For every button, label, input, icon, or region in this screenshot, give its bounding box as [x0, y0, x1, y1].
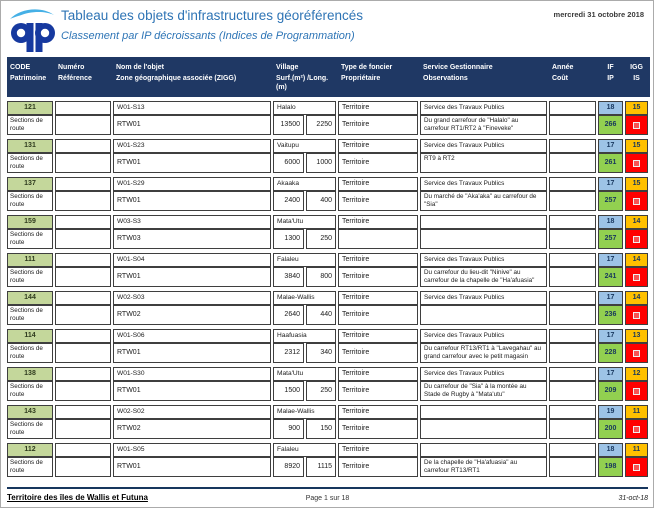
- reference-cell-bottom: [55, 457, 111, 477]
- length-cell: 440: [306, 305, 336, 325]
- observations-cell: [420, 191, 547, 211]
- if-value: 18: [598, 101, 623, 115]
- route-cell: RTW01: [113, 457, 271, 477]
- ip-value: 228: [598, 343, 623, 363]
- code-badge: 121: [7, 101, 53, 115]
- observations-text: RT9 à RT2: [420, 153, 547, 173]
- route-cell: RTW01: [113, 267, 271, 287]
- surface-cell: 13500: [273, 115, 304, 135]
- observations-cell: [420, 419, 547, 439]
- is-cell: [625, 419, 648, 439]
- object-code-cell: W01-S29: [113, 177, 271, 191]
- tenure-cell-top: Territoire: [338, 101, 418, 115]
- cost-cell: [549, 305, 596, 325]
- object-code-cell: W01-S05: [113, 443, 271, 457]
- table-row: [7, 253, 653, 287]
- object-code-cell: W03-S3: [113, 215, 271, 229]
- ip-value: 257: [598, 191, 623, 211]
- village-cell: Malae-Wallis: [273, 291, 336, 305]
- report-sheet: [1, 57, 653, 477]
- village-cell: Mata'Utu: [273, 367, 336, 381]
- village-cell: Falaleu: [273, 253, 336, 267]
- object-code-cell: W02-S02: [113, 405, 271, 419]
- page-subtitle: Classement par IP décroissants (Indices de Programmation): [61, 30, 355, 42]
- tenure-cell-bottom: Territoire: [338, 305, 418, 325]
- table-row: [7, 443, 653, 477]
- code-badge: 137: [7, 177, 53, 191]
- year-cell: [549, 139, 596, 153]
- reference-cell-bottom: [55, 419, 111, 439]
- if-value: 17: [598, 291, 623, 305]
- tenure-cell-top: Territoire: [338, 291, 418, 305]
- reference-cell-top: [55, 329, 111, 343]
- reference-cell-top: [55, 177, 111, 191]
- reference-cell-top: [55, 215, 111, 229]
- observations-cell: [420, 343, 547, 363]
- ip-value: 266: [598, 115, 623, 135]
- category-label: Sections de route: [7, 191, 53, 211]
- length-cell: 250: [306, 381, 336, 401]
- year-cell: [549, 405, 596, 419]
- reference-cell-top: [55, 253, 111, 267]
- if-value: 17: [598, 139, 623, 153]
- reference-cell-top: [55, 139, 111, 153]
- table-row: [7, 329, 653, 363]
- territory-logo: [8, 6, 56, 54]
- is-cell: [625, 457, 648, 477]
- table-row: [7, 139, 653, 173]
- year-cell: [549, 177, 596, 191]
- tenure-cell-bottom: Territoire: [338, 419, 418, 439]
- code-badge: 143: [7, 405, 53, 419]
- report-date: mercredi 31 octobre 2018: [553, 10, 644, 19]
- column-header-code: CODE Patrimoine: [10, 64, 47, 82]
- igg-value: 15: [625, 177, 648, 191]
- ip-value: 257: [598, 229, 623, 249]
- village-cell: Vaitupu: [273, 139, 336, 153]
- year-cell: [549, 291, 596, 305]
- is-status-icon: [633, 350, 640, 357]
- cost-cell: [549, 343, 596, 363]
- service-cell: [420, 405, 547, 419]
- surface-cell: 1500: [273, 381, 304, 401]
- category-label: Sections de route: [7, 419, 53, 439]
- if-value: 17: [598, 367, 623, 381]
- route-cell: RTW02: [113, 305, 271, 325]
- route-cell: RTW01: [113, 153, 271, 173]
- object-code-cell: W01-S23: [113, 139, 271, 153]
- code-badge: 111: [7, 253, 53, 267]
- reference-cell-bottom: [55, 305, 111, 325]
- service-cell: Service des Travaux Publics: [420, 367, 547, 381]
- footer-date: 31-oct-18: [618, 495, 649, 502]
- object-code-cell: W02-S03: [113, 291, 271, 305]
- tp-logo-icon: [8, 6, 56, 54]
- object-code-cell: W01-S06: [113, 329, 271, 343]
- table-row: [7, 101, 653, 135]
- village-cell: Akaaka: [273, 177, 336, 191]
- reference-cell-bottom: [55, 153, 111, 173]
- year-cell: [549, 215, 596, 229]
- route-cell: RTW02: [113, 419, 271, 439]
- igg-value: 14: [625, 291, 648, 305]
- table-row: [7, 367, 653, 401]
- observations-cell: [420, 381, 547, 401]
- if-value: 18: [598, 215, 623, 229]
- report-header: [1, 1, 653, 57]
- category-label: Sections de route: [7, 343, 53, 363]
- cost-cell: [549, 381, 596, 401]
- igg-value: 15: [625, 101, 648, 115]
- table-row: [7, 177, 653, 211]
- is-status-icon: [633, 122, 640, 129]
- table-row: [7, 215, 653, 249]
- observations-cell: [420, 267, 547, 287]
- igg-value: 14: [625, 215, 648, 229]
- observations-text: [420, 229, 547, 249]
- surface-cell: 2400: [273, 191, 304, 211]
- ip-value: 236: [598, 305, 623, 325]
- observations-text: Du marché de "Aka'aka" au carrefour de "Sia": [420, 191, 547, 211]
- column-header-service: Service Gestionnaire Observations: [423, 64, 493, 82]
- if-value: 17: [598, 253, 623, 267]
- table-body: [7, 101, 653, 477]
- ip-value: 198: [598, 457, 623, 477]
- observations-cell: [420, 153, 547, 173]
- observations-text: Du carrefour RT13/RT1 à "Lavegahau" au grand carrefour avec le petit magasin: [420, 343, 547, 363]
- village-cell: Falaleu: [273, 443, 336, 457]
- is-cell: [625, 267, 648, 287]
- igg-value: 11: [625, 405, 648, 419]
- cost-cell: [549, 191, 596, 211]
- column-header-year-cost: Année Coût: [552, 64, 574, 82]
- reference-cell-top: [55, 367, 111, 381]
- column-header-reference: Numéro Référence: [58, 64, 92, 82]
- surface-cell: 2640: [273, 305, 304, 325]
- category-label: Sections de route: [7, 115, 53, 135]
- is-cell: [625, 229, 648, 249]
- category-label: Sections de route: [7, 381, 53, 401]
- footer-page-number: Page 1 sur 18: [305, 495, 350, 502]
- surface-cell: 6000: [273, 153, 304, 173]
- code-badge: 131: [7, 139, 53, 153]
- surface-cell: 900: [273, 419, 304, 439]
- reference-cell-bottom: [55, 381, 111, 401]
- category-label: Sections de route: [7, 267, 53, 287]
- category-label: Sections de route: [7, 229, 53, 249]
- reference-cell-top: [55, 443, 111, 457]
- title-block: [61, 8, 363, 42]
- length-cell: 1000: [306, 153, 336, 173]
- service-cell: Service des Travaux Publics: [420, 329, 547, 343]
- surface-cell: 1300: [273, 229, 304, 249]
- tenure-cell-top: Territoire: [338, 215, 418, 229]
- if-value: 19: [598, 405, 623, 419]
- column-header-if-ip: IF IP: [607, 64, 614, 82]
- igg-value: 13: [625, 329, 648, 343]
- length-cell: 250: [306, 229, 336, 249]
- is-status-icon: [633, 312, 640, 319]
- table-row: [7, 405, 653, 439]
- service-cell: Service des Travaux Publics: [420, 139, 547, 153]
- length-cell: 400: [306, 191, 336, 211]
- year-cell: [549, 253, 596, 267]
- cost-cell: [549, 115, 596, 135]
- observations-text: Du carrefour de "Sia" à la montée au Stade de Rugby à "Mata'utu": [420, 381, 547, 401]
- village-cell: Halalo: [273, 101, 336, 115]
- if-value: 17: [598, 177, 623, 191]
- footer-territory-label: Territoire des îles de Wallis et Futuna: [7, 493, 148, 502]
- object-code-cell: W01-S30: [113, 367, 271, 381]
- code-badge: 138: [7, 367, 53, 381]
- reference-cell-top: [55, 101, 111, 115]
- column-header-village: Village Surf.(m²) /Long.(m): [276, 64, 329, 91]
- is-cell: [625, 115, 648, 135]
- route-cell: RTW03: [113, 229, 271, 249]
- igg-value: 12: [625, 367, 648, 381]
- length-cell: 150: [306, 419, 336, 439]
- if-value: 18: [598, 443, 623, 457]
- report-footer: [7, 487, 648, 502]
- is-cell: [625, 305, 648, 325]
- tenure-cell-bottom: Territoire: [338, 115, 418, 135]
- tenure-cell-top: Territoire: [338, 443, 418, 457]
- observations-text: [420, 419, 547, 439]
- reference-cell-bottom: [55, 267, 111, 287]
- length-cell: 340: [306, 343, 336, 363]
- village-cell: Haafuasia: [273, 329, 336, 343]
- surface-cell: 2312: [273, 343, 304, 363]
- code-badge: 159: [7, 215, 53, 229]
- service-cell: [420, 443, 547, 457]
- reference-cell-top: [55, 291, 111, 305]
- observations-cell: [420, 305, 547, 325]
- reference-cell-top: [55, 405, 111, 419]
- tenure-cell-top: Territoire: [338, 405, 418, 419]
- route-cell: RTW01: [113, 115, 271, 135]
- table-header: [7, 57, 650, 97]
- tenure-cell-bottom: Territoire: [338, 343, 418, 363]
- page-title: Tableau des objets d'infrastructures géoréférencés: [61, 8, 364, 23]
- footer-rule: [7, 487, 648, 489]
- service-cell: Service des Travaux Publics: [420, 177, 547, 191]
- code-badge: 114: [7, 329, 53, 343]
- year-cell: [549, 101, 596, 115]
- year-cell: [549, 367, 596, 381]
- observations-text: De la chapelle de "Ha'afuasia" au carrefour RT13/RT1: [420, 457, 547, 477]
- tenure-cell-bottom: Territoire: [338, 267, 418, 287]
- observations-cell: [420, 115, 547, 135]
- service-cell: Service des Travaux Publics: [420, 101, 547, 115]
- observations-text: Du carrefour du lieu-dit "Ninive" au carrefour de la chapelle de "Ha'afuasia": [420, 267, 547, 287]
- code-badge: 144: [7, 291, 53, 305]
- is-status-icon: [633, 426, 640, 433]
- reference-cell-bottom: [55, 115, 111, 135]
- ip-value: 209: [598, 381, 623, 401]
- service-cell: Service des Travaux Publics: [420, 253, 547, 267]
- igg-value: 11: [625, 443, 648, 457]
- is-cell: [625, 153, 648, 173]
- cost-cell: [549, 229, 596, 249]
- reference-cell-bottom: [55, 229, 111, 249]
- reference-cell-bottom: [55, 343, 111, 363]
- observations-cell: [420, 229, 547, 249]
- tenure-cell-top: Territoire: [338, 177, 418, 191]
- ip-value: 261: [598, 153, 623, 173]
- object-code-cell: W01-S04: [113, 253, 271, 267]
- tenure-cell-top: Territoire: [338, 253, 418, 267]
- tenure-cell-bottom: Territoire: [338, 191, 418, 211]
- tenure-cell-bottom: Territoire: [338, 381, 418, 401]
- column-header-object-name: Nom de l'objet Zone géographique associée (ZIGG): [116, 64, 237, 82]
- surface-cell: 8920: [273, 457, 304, 477]
- tenure-cell-bottom: Territoire: [338, 153, 418, 173]
- igg-value: 14: [625, 253, 648, 267]
- ip-value: 241: [598, 267, 623, 287]
- is-status-icon: [633, 198, 640, 205]
- tenure-cell-top: Territoire: [338, 367, 418, 381]
- if-value: 17: [598, 329, 623, 343]
- route-cell: RTW01: [113, 191, 271, 211]
- ip-value: 200: [598, 419, 623, 439]
- category-label: Sections de route: [7, 153, 53, 173]
- length-cell: 800: [306, 267, 336, 287]
- is-status-icon: [633, 236, 640, 243]
- is-status-icon: [633, 388, 640, 395]
- cost-cell: [549, 153, 596, 173]
- is-status-icon: [633, 274, 640, 281]
- object-code-cell: W01-S13: [113, 101, 271, 115]
- village-cell: Malae-Wallis: [273, 405, 336, 419]
- is-cell: [625, 343, 648, 363]
- is-cell: [625, 381, 648, 401]
- cost-cell: [549, 419, 596, 439]
- service-cell: [420, 215, 547, 229]
- year-cell: [549, 443, 596, 457]
- year-cell: [549, 329, 596, 343]
- is-status-icon: [633, 160, 640, 167]
- igg-value: 15: [625, 139, 648, 153]
- column-header-igg-is: IGG IS: [630, 64, 643, 82]
- surface-cell: 3840: [273, 267, 304, 287]
- tenure-cell-top: Territoire: [338, 139, 418, 153]
- service-cell: Service des Travaux Publics: [420, 291, 547, 305]
- length-cell: 1115: [306, 457, 336, 477]
- tenure-cell-top: Territoire: [338, 329, 418, 343]
- village-cell: Mata'Utu: [273, 215, 336, 229]
- cost-cell: [549, 457, 596, 477]
- table-row: [7, 291, 653, 325]
- is-cell: [625, 191, 648, 211]
- category-label: Sections de route: [7, 305, 53, 325]
- tenure-cell-bottom: [338, 229, 418, 249]
- is-status-icon: [633, 464, 640, 471]
- column-header-tenure: Type de foncier Propriétaire: [341, 64, 393, 82]
- category-label: Sections de route: [7, 457, 53, 477]
- tenure-cell-bottom: Territoire: [338, 457, 418, 477]
- cost-cell: [549, 267, 596, 287]
- reference-cell-bottom: [55, 191, 111, 211]
- observations-text: Du grand carrefour de "Halalo" au carrefour RT1/RT2 à "Fineveke": [420, 115, 547, 135]
- length-cell: 2250: [306, 115, 336, 135]
- code-badge: 112: [7, 443, 53, 457]
- observations-text: [420, 305, 547, 325]
- route-cell: RTW01: [113, 343, 271, 363]
- route-cell: RTW01: [113, 381, 271, 401]
- observations-cell: [420, 457, 547, 477]
